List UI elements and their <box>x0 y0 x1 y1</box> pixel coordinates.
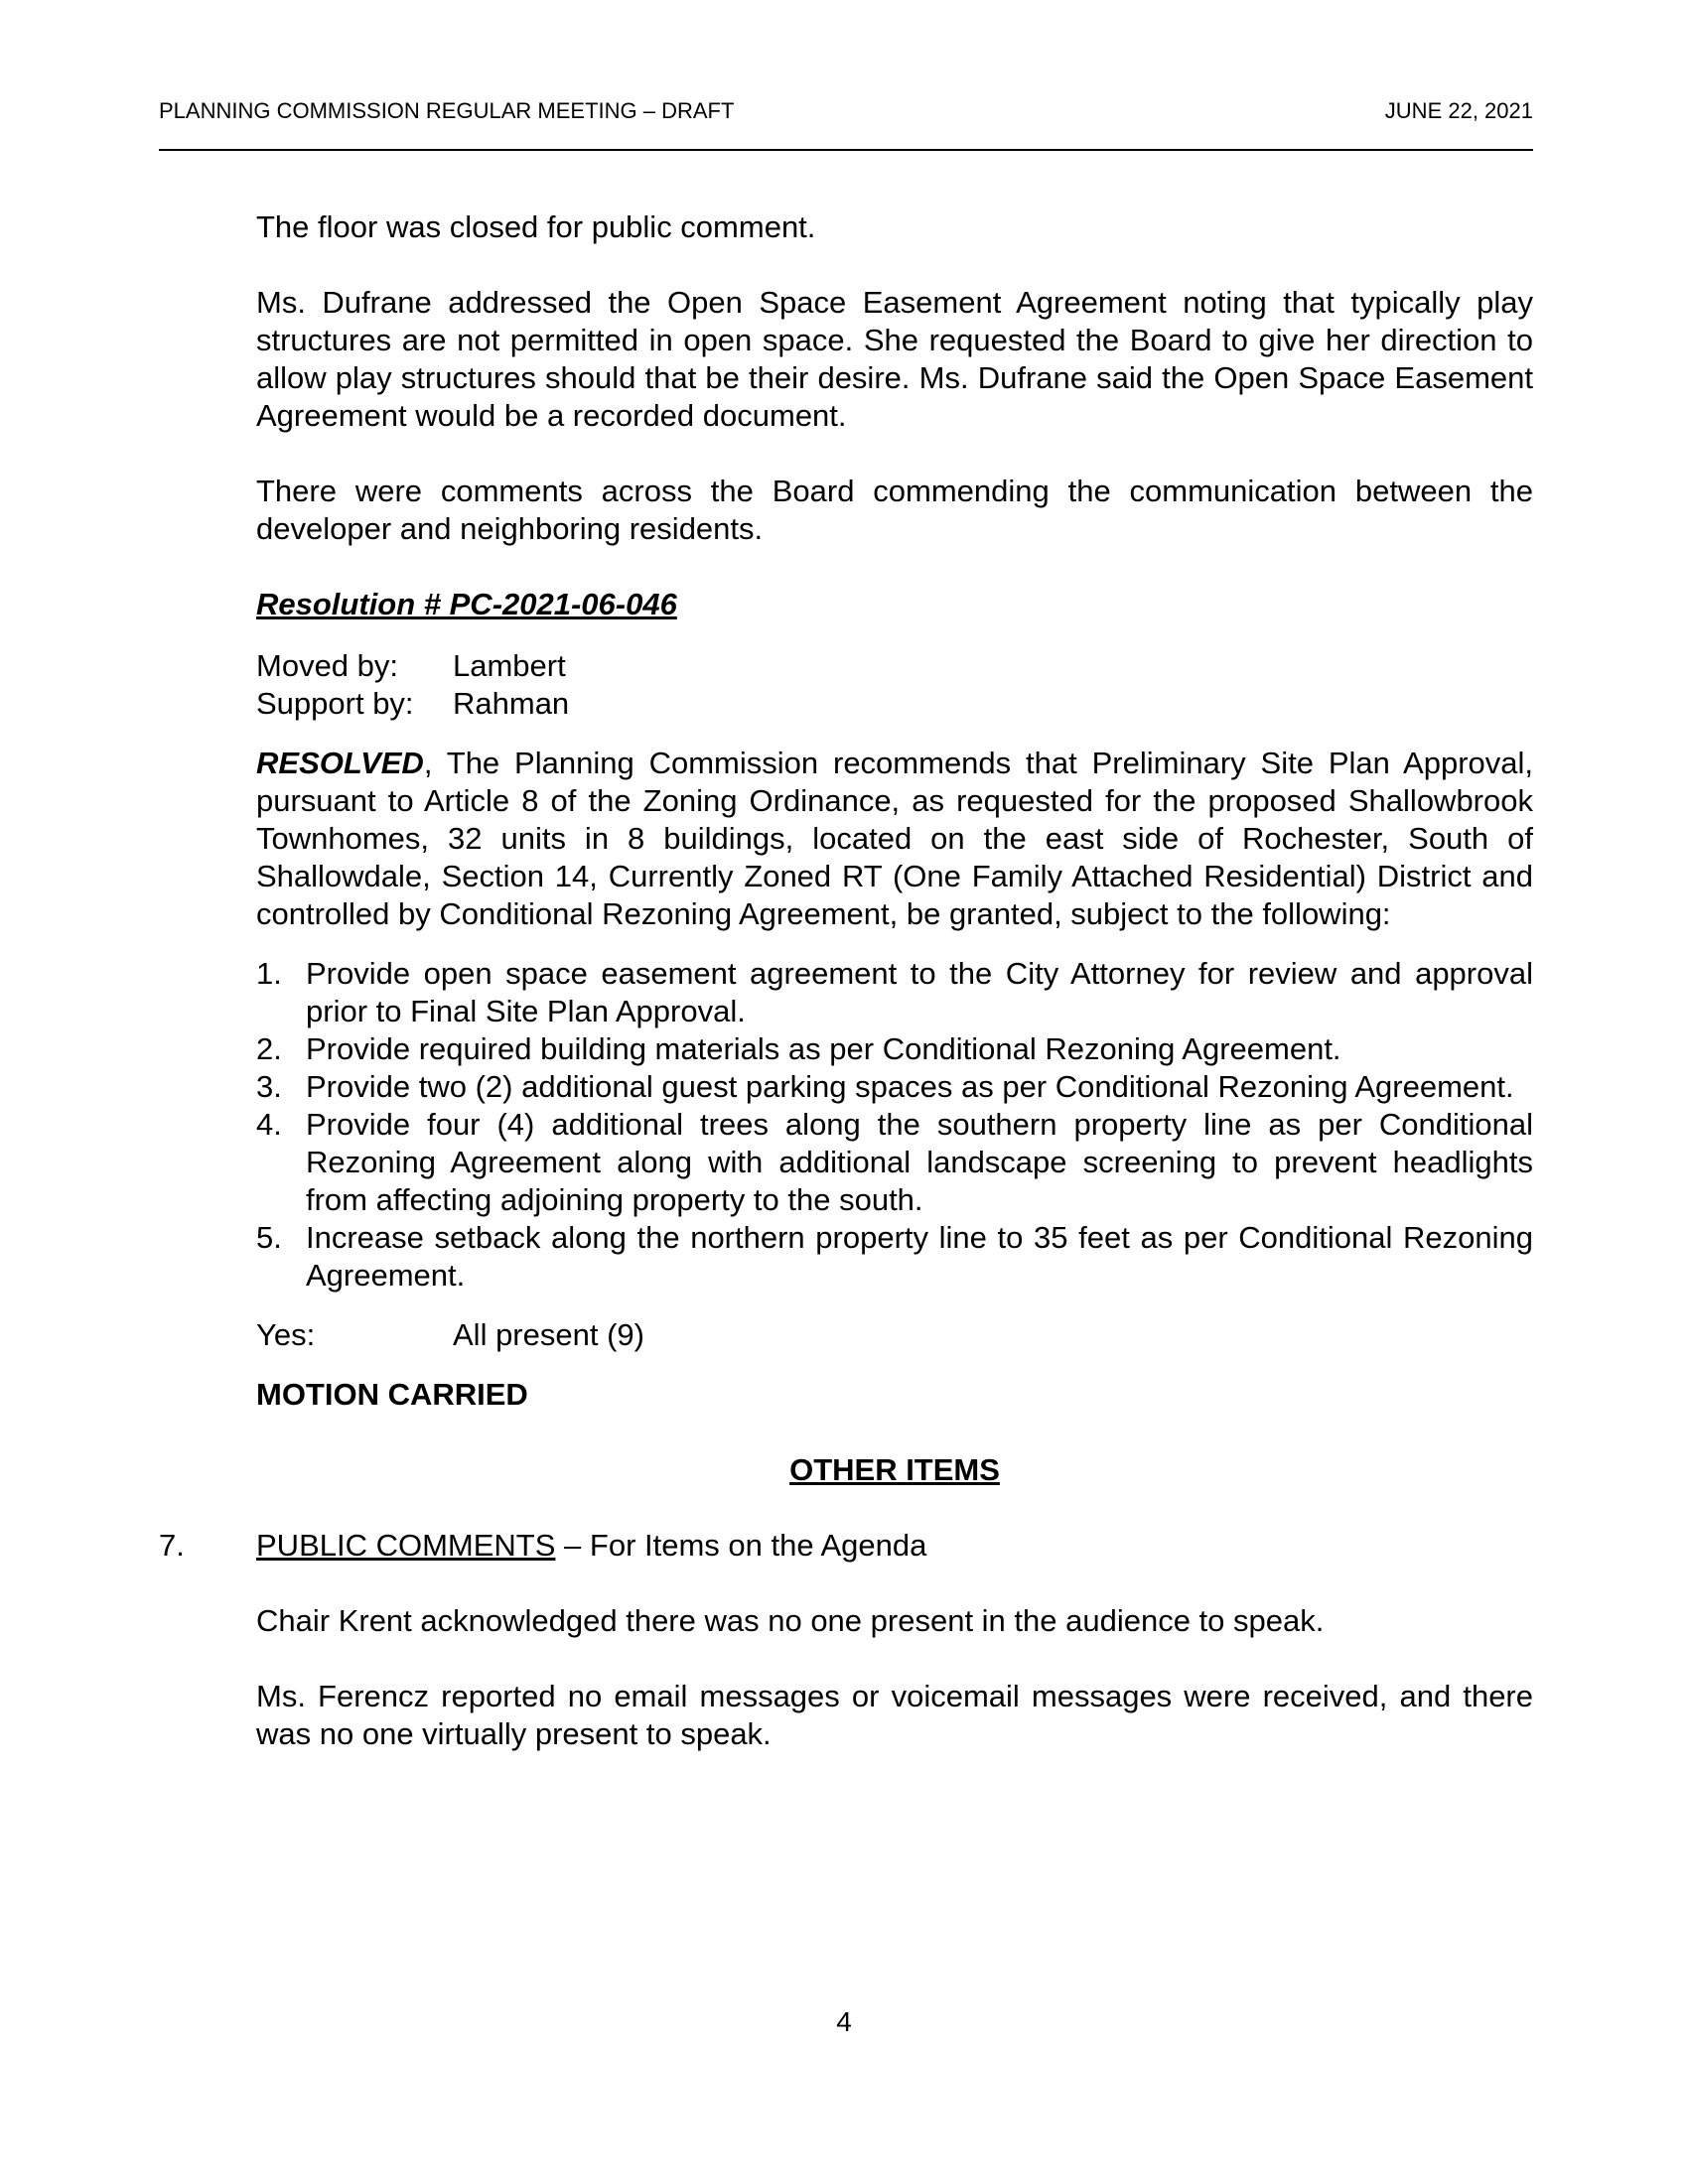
list-item <box>256 1106 1533 1219</box>
page-body <box>159 208 1533 1753</box>
resolution-heading: Resolution # PC-2021-06-046 <box>256 587 677 621</box>
paragraph-chair-krent: Chair Krent acknowledged there was no one present in the audience to speak. <box>256 1603 1325 1638</box>
header-title: PLANNING COMMISSION REGULAR MEETING – DRAFT <box>159 98 735 123</box>
agenda-item-number: 7. <box>159 1528 185 1563</box>
condition-text: Provide four (4) additional trees along the southern property line as per Conditional Rezoning Agreement along with additional landscape screening to prevent headlights from affecting adjoining property to the south. <box>306 1107 1533 1217</box>
condition-number: 1. <box>256 956 282 991</box>
condition-text: Provide open space easement agreement to the City Attorney for review and approval prior to Final Site Plan Approval. <box>306 956 1533 1028</box>
agenda-item-title: PUBLIC COMMENTS <box>256 1528 556 1563</box>
list-item <box>256 1068 1533 1106</box>
resolved-paragraph <box>256 745 1533 933</box>
condition-number: 3. <box>256 1069 282 1104</box>
header-date: JUNE 22, 2021 <box>1384 98 1533 123</box>
resolved-keyword: RESOLVED <box>256 746 424 780</box>
conditions-list <box>256 955 1533 1295</box>
header-rule <box>159 149 1533 151</box>
support-by-label: Support by: <box>256 686 414 721</box>
support-by-value: Rahman <box>453 686 570 721</box>
condition-text: Provide two (2) additional guest parking spaces as per Conditional Rezoning Agreement. <box>306 1069 1514 1104</box>
agenda-item-public-comments <box>159 1527 1533 1565</box>
moved-by-value: Lambert <box>453 648 566 683</box>
section-title-other-items: OTHER ITEMS <box>789 1452 1000 1487</box>
motion-result: MOTION CARRIED <box>256 1377 528 1412</box>
paragraph-board-comments: There were comments across the Board commending the communication between the developer and neighboring residents. <box>256 474 1533 546</box>
moved-by-label: Moved by: <box>256 648 399 683</box>
condition-number: 2. <box>256 1031 282 1066</box>
support-by-row <box>256 685 1533 723</box>
paragraph-ferencz: Ms. Ferencz reported no email messages or voicemail messages were received, and there was no one virtually present to speak. <box>256 1679 1533 1751</box>
condition-text: Provide required building materials as per Conditional Rezoning Agreement. <box>306 1031 1341 1066</box>
condition-number: 4. <box>256 1107 282 1142</box>
vote-row <box>256 1316 1533 1354</box>
resolution-movers <box>256 647 1533 723</box>
list-item <box>256 955 1533 1030</box>
resolved-text: , The Planning Commission recommends that Preliminary Site Plan Approval, pursuant to Article 8 of the Zoning Ordinance, as requested for the proposed Shallowbrook Townhomes, 32 units in 8 buildings, located on the east side of Rochester, South of Shallowdale, Section 14, Currently Zoned RT (One Family Attached Residential) District and controlled by Conditional Rezoning Agreement, be granted, subject to the following: <box>256 746 1533 931</box>
list-item <box>256 1030 1533 1068</box>
agenda-item-suffix: – For Items on the Agenda <box>555 1528 927 1563</box>
vote-value: All present (9) <box>453 1317 644 1352</box>
list-item <box>256 1219 1533 1295</box>
moved-by-row <box>256 647 1533 685</box>
condition-number: 5. <box>256 1220 282 1255</box>
paragraph-floor-closed: The floor was closed for public comment. <box>256 209 816 244</box>
page-number: 4 <box>836 2006 852 2037</box>
paragraph-dufrane: Ms. Dufrane addressed the Open Space Easement Agreement noting that typically play structures are not permitted in open space. She requested the Board to give her direction to allow play structures should that be their desire. Ms. Dufrane said the Open Space Easement Agreement would be a recorded document. <box>256 285 1533 433</box>
vote-label: Yes: <box>256 1317 316 1352</box>
condition-text: Increase setback along the northern property line to 35 feet as per Conditional Rezoning Agreement. <box>306 1220 1533 1293</box>
